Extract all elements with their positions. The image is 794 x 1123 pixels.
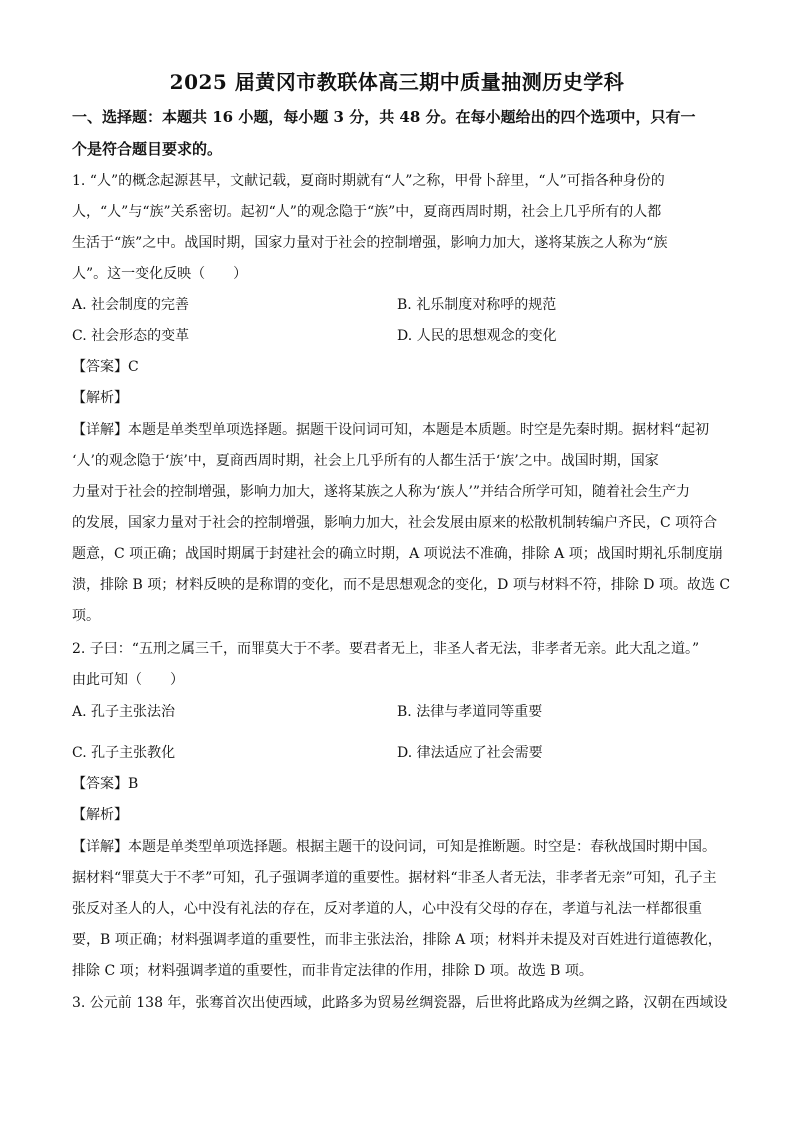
q1-analysis-label: 【解析】 bbox=[72, 390, 128, 406]
q2-answer: 【答案】B bbox=[72, 776, 139, 792]
section-heading-line-1: 一、选择题：本题共 16 小题，每小题 3 分，共 48 分。在每小题给出的四个选项中，只有一 bbox=[72, 108, 696, 126]
q1-answer: 【答案】C bbox=[72, 359, 139, 375]
q2-option-a: A. 孔子主张法治 bbox=[72, 704, 176, 720]
q2-stem-line-1: 2. 子曰：“五刑之属三千，而罪莫大于不孝。要君者无上，非圣人者无法，非孝者无亲。此大乱之道。” bbox=[72, 641, 700, 657]
q2-detail-line-1: 【详解】本题是单类型单项选择题。根据主题干的设问词，可知是推断题。时空是：春秋战国时期中国。 bbox=[72, 839, 716, 855]
q1-detail-line-4: 的发展，国家力量对于社会的控制增强，影响力加大，社会发展由原来的松散机制转编户齐民，C 项符合 bbox=[72, 515, 718, 531]
q2-option-d: D. 律法适应了社会需要 bbox=[397, 745, 543, 761]
q1-detail-line-1: 【详解】本题是单类型单项选择题。据题干设问词可知，本题是本质题。时空是先秦时期。据材料“起初 bbox=[72, 422, 710, 438]
q2-detail-line-5: 排除 C 项；材料强调孝道的重要性，而非肯定法律的作用，排除 D 项。故选 B 项。 bbox=[72, 963, 593, 979]
q3-stem-line-1: 3. 公元前 138 年，张骞首次出使西域，此路多为贸易丝绸瓷器，后世将此路成为丝绸之路，汉朝在西域设 bbox=[72, 995, 728, 1011]
q1-option-b: B. 礼乐制度对称呼的规范 bbox=[397, 297, 557, 313]
q2-option-b: B. 法律与孝道同等重要 bbox=[397, 704, 543, 720]
q1-detail-line-2: ‘人’的观念隐于‘族’中，夏商西周时期，社会上几乎所有的人都生活于‘族’之中。战国时期，国家 bbox=[72, 453, 659, 469]
q1-stem-line-1: 1. “人”的概念起源甚早，文献记载，夏商时期就有“人”之称，甲骨卜辞里，“人”可指各种身份的 bbox=[72, 173, 665, 189]
q1-detail-line-5: 题意，C 项正确；战国时期属于封建社会的确立时期，A 项说法不准确，排除 A 项；战国时期礼乐制度崩 bbox=[72, 546, 723, 562]
q2-option-c: C. 孔子主张教化 bbox=[72, 745, 176, 761]
page-title: 2025 届黄冈市教联体高三期中质量抽测历史学科 bbox=[169, 70, 625, 94]
q2-analysis-label: 【解析】 bbox=[72, 807, 128, 823]
q1-stem-line-3: 生活于“族”之中。战国时期，国家力量对于社会的控制增强，影响力加大，遂将某族之人称为“族 bbox=[72, 235, 668, 251]
q1-detail-line-7: 项。 bbox=[72, 608, 100, 624]
q2-stem-line-2: 由此可知（ ） bbox=[72, 672, 184, 688]
q1-option-c: C. 社会形态的变革 bbox=[72, 328, 190, 344]
q2-detail-line-3: 张反对圣人的人，心中没有礼法的存在，反对孝道的人，心中没有父母的存在，孝道与礼法一样都很重 bbox=[72, 901, 702, 917]
q2-detail-line-4: 要，B 项正确；材料强调孝道的重要性，而非主张法治，排除 A 项；材料并未提及对百姓进行道德教化， bbox=[72, 932, 722, 948]
q1-option-a: A. 社会制度的完善 bbox=[72, 297, 190, 313]
q1-stem-line-2: 人，“人”与“族”关系密切。起初“人”的观念隐于“族”中，夏商西周时期，社会上几乎所有的人都 bbox=[72, 204, 662, 220]
section-heading-line-2: 个是符合题目要求的。 bbox=[72, 140, 223, 158]
q1-detail-line-3: 力量对于社会的控制增强，影响力加大，遂将某族之人称为‘族人’”并结合所学可知，随着社会生产力 bbox=[72, 484, 691, 500]
q1-detail-line-6: 溃，排除 B 项；材料反映的是称谓的变化，而不是思想观念的变化，D 项与材料不符，排除 D 项。故选 C bbox=[72, 577, 731, 593]
q1-stem-line-4: 人”。这一变化反映（ ） bbox=[72, 266, 248, 282]
q1-option-d: D. 人民的思想观念的变化 bbox=[397, 328, 557, 344]
q2-detail-line-2: 据材料“罪莫大于不孝”可知，孔子强调孝道的重要性。据材料“非圣人者无法，非孝者无亲”可知，孔子主 bbox=[72, 870, 717, 886]
